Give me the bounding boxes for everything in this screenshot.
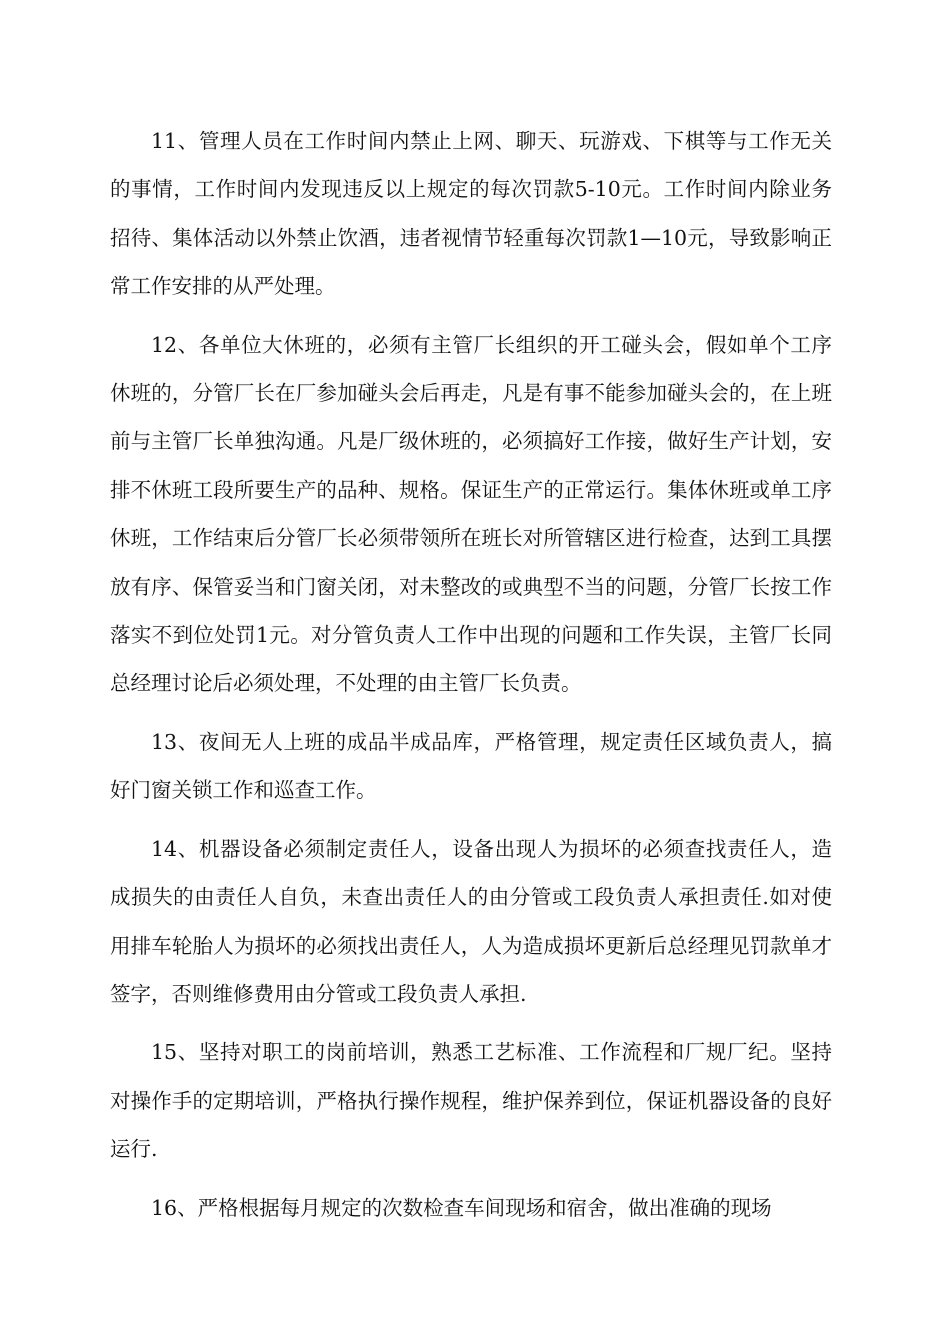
paragraph-12: 12、各单位大休班的，必须有主管厂长组织的开工碰头会，假如单个工序休班的，分管厂长在厂参加碰头会后再走，凡是有事不能参加碰头会的，在上班前与主管厂长单独沟通。凡是厂级休班的，必须搞好工作接，做好生产计划，安排不休班工段所要生产的品种、规格。保证生产的正常运行。集体休班或单工序休班，工作结束后分管厂长必须带领所在班长对所管辖区进行检查，达到工具摆放有序、保管妥当和门窗关闭，对未整改的或典型不当的问题，分管厂长按工作落实不到位处罚1元。对分管负责人工作中出现的问题和工作失误，主管厂长同总经理讨论后必须处理，不处理的由主管厂长负责。 [110,332,832,696]
document-body [110,117,832,1242]
paragraph-14: 14、机器设备必须制定责任人，设备出现人为损坏的必须查找责任人，造成损失的由责任人自负，未查出责任人的由分管或工段负责人承担责任.如对使用排车轮胎人为损坏的必须找出责任人，人为造成损坏更新后总经理见罚款单才签字，否则维修费用由分管或工段负责人承担. [110,836,832,1006]
paragraph-15: 15、坚持对职工的岗前培训，熟悉工艺标准、工作流程和厂规厂纪。坚持对操作手的定期培训，严格执行操作规程，维护保养到位，保证机器设备的良好运行. [110,1040,832,1162]
paragraph-11: 11、管理人员在工作时间内禁止上网、聊天、玩游戏、下棋等与工作无关的事情，工作时间内发现违反以上规定的每次罚款5-10元。工作时间内除业务招待、集体活动以外禁止饮酒，违者视情节轻重每次罚款1—10元，导致影响正常工作安排的从严处理。 [110,129,832,299]
paragraph-16: 16、严格根据每月规定的次数检查车间现场和宿舍，做出准确的现场 [151,1195,772,1220]
paragraph-13: 13、夜间无人上班的成品半成品库，严格管理，规定责任区域负责人，搞好门窗关锁工作和巡查工作。 [110,729,832,803]
